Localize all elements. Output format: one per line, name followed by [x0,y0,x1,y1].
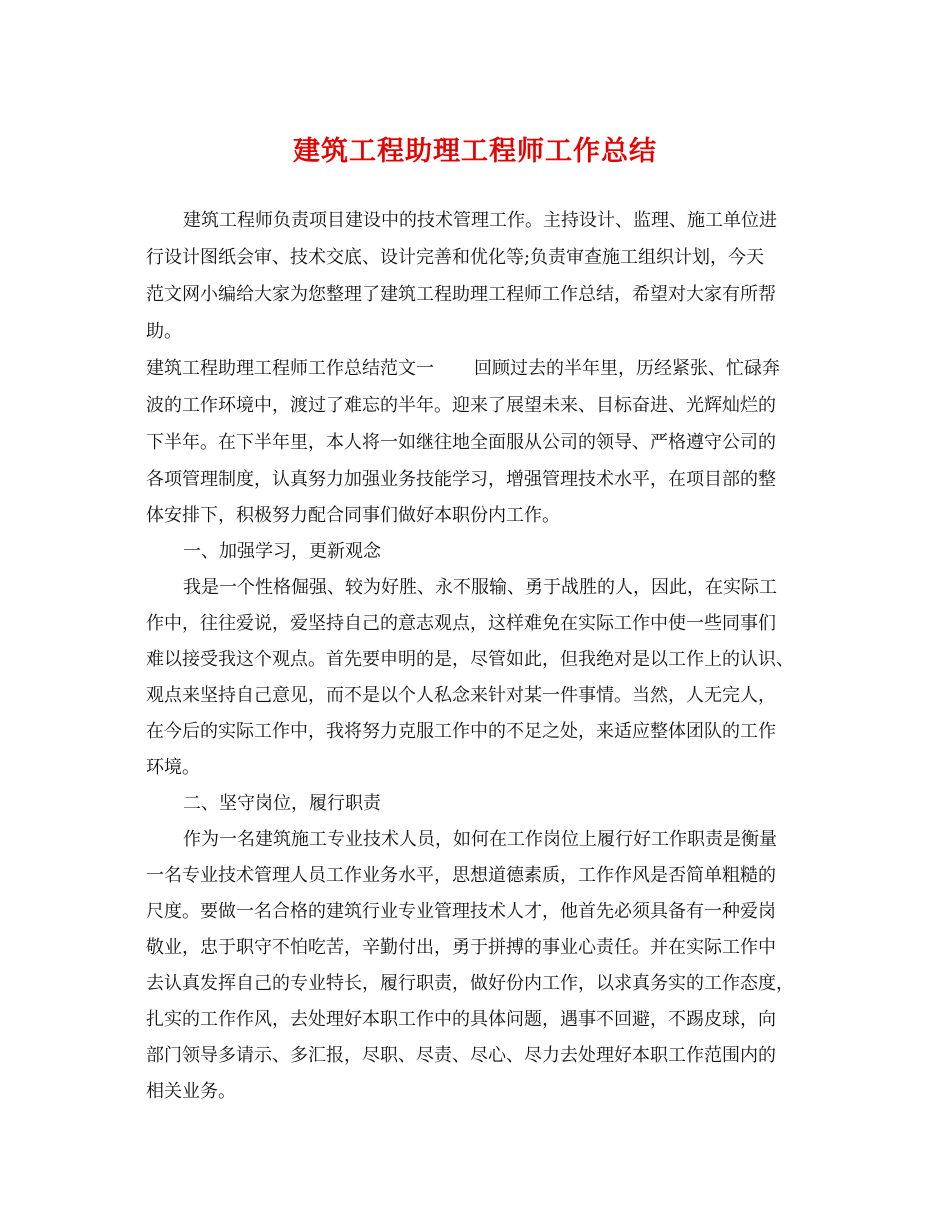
text-line: 部门领导多请示、多汇报，尽职、尽责、尽心、尽力去处理好本职工作范围内的 [146,1045,776,1066]
section-opening: 回顾过去的半年里，历经紧张、忙碌奔 [474,358,780,379]
text-line: 扎实的工作作风，去处理好本职工作中的具体问题，遇事不回避，不踢皮球，向 [146,1009,776,1030]
text-line: 敬业，忠于职守不怕吃苦，辛勤付出，勇于拼搏的事业心责任。并在实际工作中 [146,937,776,958]
text-line: 范文网小编给大家为您整理了建筑工程助理工程师工作总结，希望对大家有所帮 [146,284,776,305]
text-line: 助。 [146,321,182,342]
document-title: 建筑工程助理工程师工作总结 [293,136,657,167]
text-line: 作为一名建筑施工专业技术人员，如何在工作岗位上履行好工作职责是衡量 [183,829,777,850]
text-line: 一名专业技术管理人员工作业务水平，思想道德素质，工作作风是否简单粗糙的 [146,865,776,886]
text-line: 去认真发挥自己的专业特长，履行职责，做好份内工作，以求真务实的工作态度， [146,973,794,994]
text-line: 各项管理制度，认真努力加强业务技能学习，增强管理技术水平，在项目部的整 [146,469,776,490]
text-line: 波的工作环境中，渡过了难忘的半年。迎来了展望未来、目标奋进、光辉灿烂的 [146,395,776,416]
text-line: 行设计图纸会审、技术交底、设计完善和优化等;负责审查施工组织计划，今天 [146,247,765,268]
text-line: 在今后的实际工作中，我将努力克服工作中的不足之处，来适应整体团队的工作 [146,721,776,742]
section-title: 建筑工程助理工程师工作总结范文一 [146,358,434,379]
text-line: 建筑工程师负责项目建设中的技术管理工作。主持设计、监理、施工单位进 [183,210,777,231]
text-line: 环境。 [146,757,200,778]
text-line: 作中，往往爱说，爱坚持自己的意志观点，这样难免在实际工作中使一些同事们 [146,613,776,634]
text-line: 我是一个性格倔强、较为好胜、永不服输、勇于战胜的人，因此，在实际工 [183,577,777,598]
text-line [146,353,780,385]
text-line: 观点来坚持自己意见，而不是以个人私念来针对某一件事情。当然，人无完人， [146,685,776,706]
text-line: 相关业务。 [146,1081,236,1102]
subheading: 一、加强学习，更新观念 [183,541,381,562]
text-line: 难以接受我这个观点。首先要申明的是，尽管如此，但我绝对是以工作上的认识、 [146,649,794,670]
text-line: 尺度。要做一名合格的建筑行业专业管理技术人才，他首先必须具备有一种爱岗 [146,901,776,922]
text-line: 下半年。在下半年里，本人将一如继往地全面服从公司的领导、严格遵守公司的 [146,432,776,453]
text-line: 体安排下，积极努力配合同事们做好本职份内工作。 [146,505,560,526]
subheading: 二、坚守岗位，履行职责 [183,793,381,814]
